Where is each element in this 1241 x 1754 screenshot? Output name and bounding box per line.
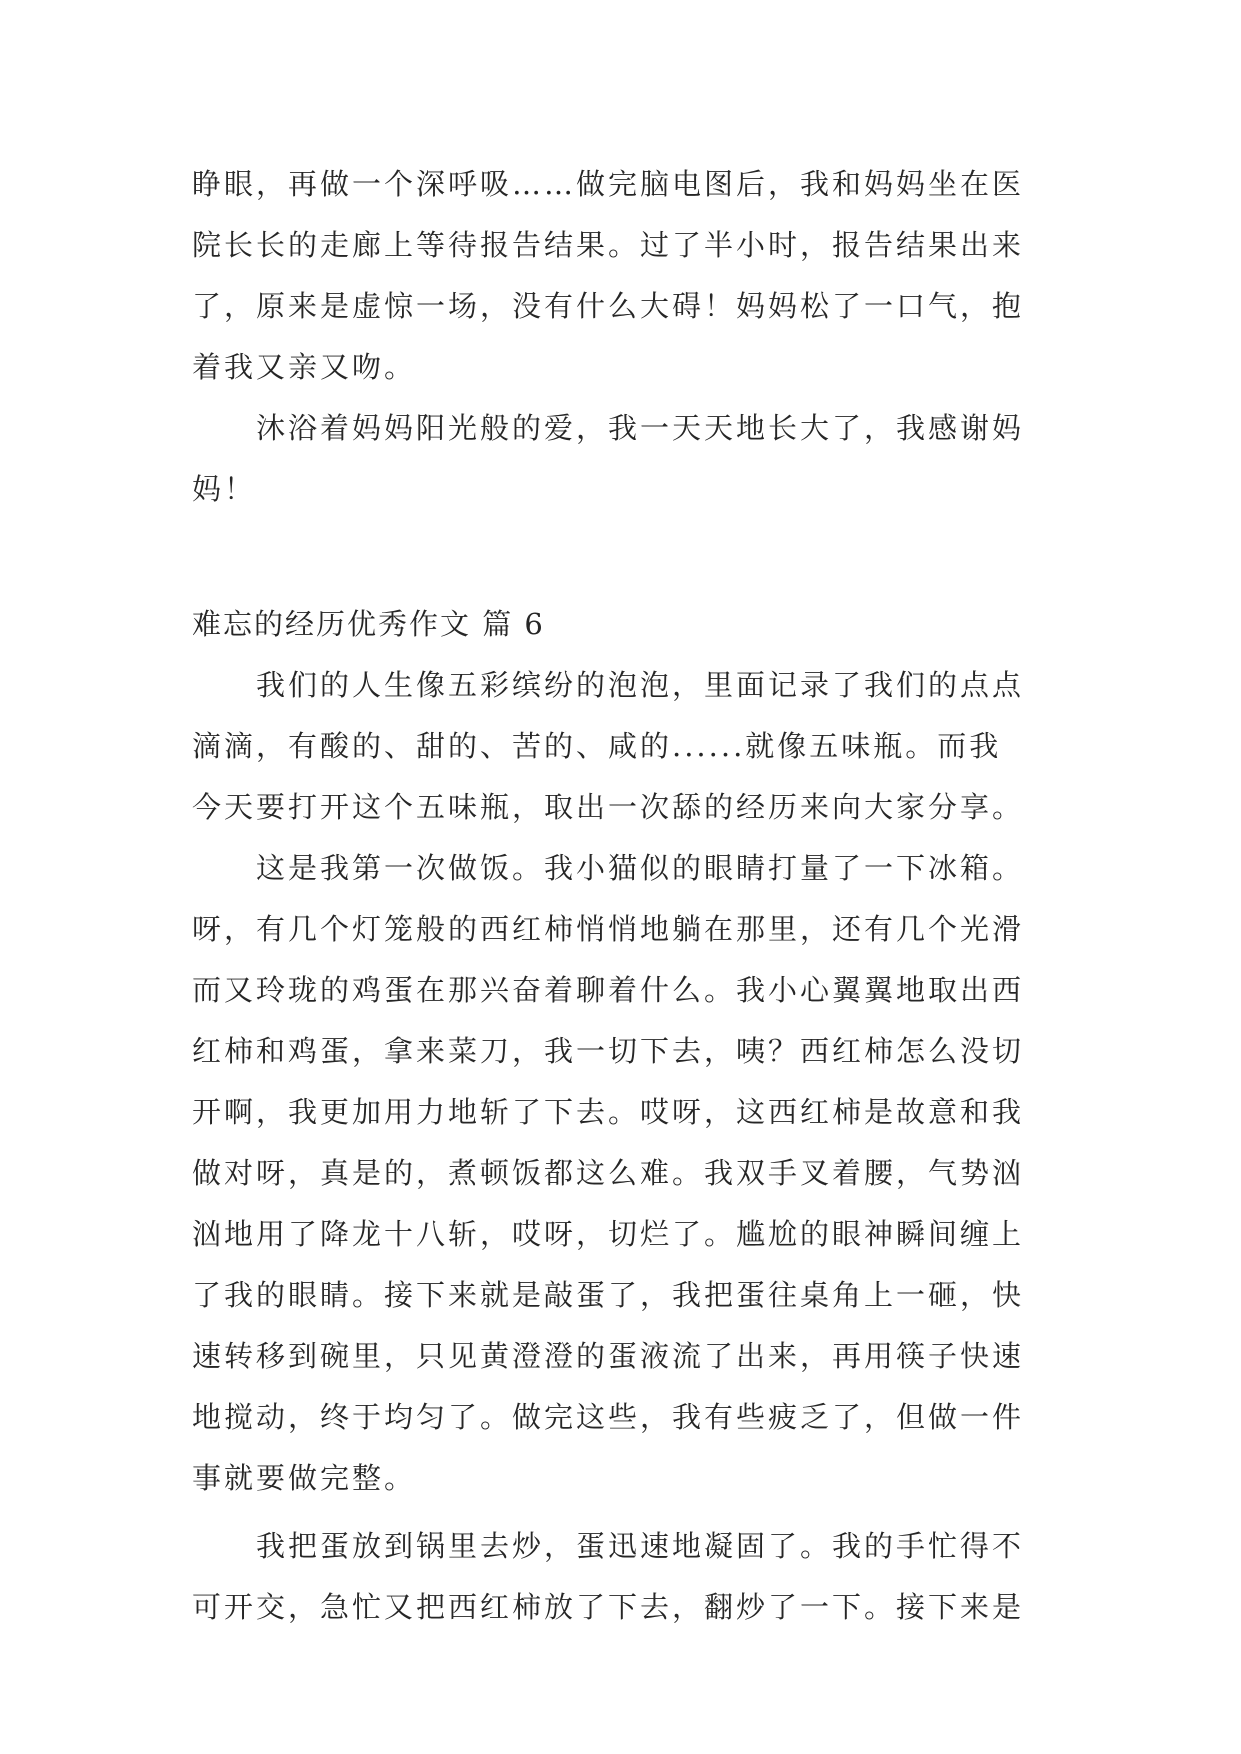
- text-line: 今天要打开这个五味瓶，取出一次舔的经历来向大家分享。: [192, 790, 1025, 824]
- text-line: 我们的人生像五彩缤纷的泡泡，里面记录了我们的点点: [256, 668, 1025, 702]
- text-line: 这是我第一次做饭。我小猫似的眼睛打量了一下冰箱。: [256, 851, 1025, 885]
- text-line: 红柿和鸡蛋，拿来菜刀，我一切下去，咦？西红柿怎么没切: [192, 1034, 1025, 1068]
- text-line: 着我又亲又吻。: [192, 350, 417, 384]
- text-line: 汹地用了降龙十八斩，哎呀，切烂了。尴尬的眼神瞬间缠上: [192, 1217, 1025, 1251]
- text-line: 沐浴着妈妈阳光般的爱，我一天天地长大了，我感谢妈: [256, 411, 1025, 445]
- text-line: 了我的眼睛。接下来就是敲蛋了，我把蛋往桌角上一砸，快: [192, 1278, 1025, 1312]
- text-line: 院长长的走廊上等待报告结果。过了半小时，报告结果出来: [192, 228, 1025, 262]
- text-line: 速转移到碗里，只见黄澄澄的蛋液流了出来，再用筷子快速: [192, 1339, 1025, 1373]
- text-line: 我把蛋放到锅里去炒，蛋迅速地凝固了。我的手忙得不: [256, 1529, 1025, 1563]
- paragraph-frying: [192, 1516, 1058, 1638]
- text-line: 妈！: [192, 472, 257, 506]
- paragraph-continuation: [192, 154, 1058, 398]
- text-line: 睁眼，再做一个深呼吸……做完脑电图后，我和妈妈坐在医: [192, 167, 1025, 201]
- paragraph-cooking: [192, 838, 1058, 1509]
- text-line: 滴滴，有酸的、甜的、苦的、咸的......就像五味瓶。而我: [192, 729, 1002, 763]
- text-line: 了，原来是虚惊一场，没有什么大碍！妈妈松了一口气，抱: [192, 289, 1025, 323]
- text-line: 开啊，我更加用力地斩了下去。哎呀，这西红柿是故意和我: [192, 1095, 1025, 1129]
- text-line: 事就要做完整。: [192, 1461, 417, 1495]
- paragraph-closing: [192, 398, 1058, 520]
- text-line: 呀，有几个灯笼般的西红柿悄悄地躺在那里，还有几个光滑: [192, 912, 1025, 946]
- text-line: 地搅动，终于均匀了。做完这些，我有些疲乏了，但做一件: [192, 1400, 1025, 1434]
- section-title: 难忘的经历优秀作文 篇 6: [192, 607, 545, 641]
- paragraph-intro: [192, 655, 1058, 838]
- text-line: 而又玲珑的鸡蛋在那兴奋着聊着什么。我小心翼翼地取出西: [192, 973, 1025, 1007]
- text-line: 可开交，急忙又把西红柿放了下去，翻炒了一下。接下来是: [192, 1590, 1025, 1624]
- text-line: 做对呀，真是的，煮顿饭都这么难。我双手叉着腰，气势汹: [192, 1156, 1025, 1190]
- document-body: [192, 154, 1058, 1638]
